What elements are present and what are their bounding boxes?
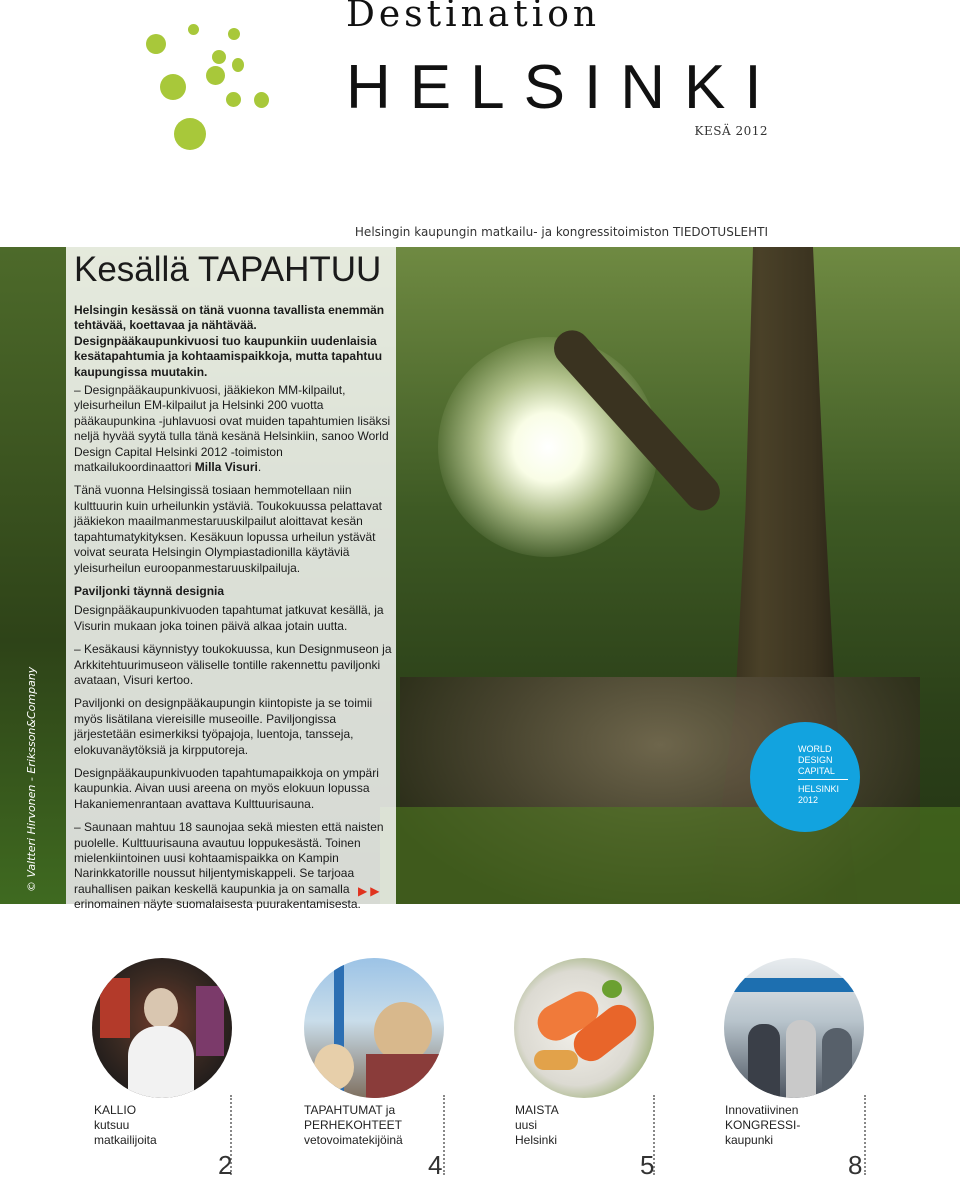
teaser-kongressi[interactable]: Innovatiivinen KONGRESSI- kaupunki bbox=[725, 1103, 801, 1147]
page-number: 4 bbox=[428, 1150, 443, 1180]
masthead-title-line2: HELSINKI bbox=[346, 53, 781, 122]
teaser-tapahtumat[interactable]: TAPAHTUMAT ja PERHEKOHTEET vetovoimatekijöinä bbox=[304, 1103, 403, 1147]
world-design-capital-badge: WORLD DESIGN CAPITAL HELSINKI 2012 bbox=[750, 722, 860, 832]
divider bbox=[864, 1095, 866, 1175]
divider bbox=[443, 1095, 445, 1175]
quoted-person-name: Milla Visuri bbox=[194, 460, 258, 475]
amusement-park-photo-icon[interactable] bbox=[304, 958, 444, 1098]
masthead-title-line1: Destination bbox=[346, 0, 601, 35]
article-paragraph: – Kesäkausi käynnistyy toukokuussa, kun Designmuseon ja Arkkitehtuurimuseon väliselle tontille rakennettu paviljonki avataan, Visuri kertoo. bbox=[74, 642, 392, 687]
article-paragraph: – Saunaan mahtuu 18 saunojaa sekä miesten että naisten puolelle. Kulttuurisauna avautuu loppukesästä. Toinen mielenkiintoinen uusi kohtaamispaikka on Kampin Narinkkatorille noussut hiljentymiskappeli. Se tarjoaa rauhallisen paikan keskellä kaupunkia ja on samalla erinomainen näyte suomalaisesta puurakentamisesta. bbox=[74, 820, 384, 912]
market-shop-photo-icon[interactable] bbox=[92, 958, 232, 1098]
article-body bbox=[74, 303, 392, 921]
page-number: 2 bbox=[218, 1150, 233, 1180]
article-paragraph: Tänä vuonna Helsingissä tosiaan hemmotellaan niin kulttuurin kuin urheilunkin ystäviä. Toukokuussa pelattavat jääkiekon maailmanmestaruuskilpailut aloittavat kesän tapahtumatykityksen. Kesäkuun lopussa urheilun ystävät voivat seurata Helsingin Olympiastadionilla käytäviä yleisurheilun euroopanmestaruuskilpailuja. bbox=[74, 483, 382, 575]
logo-dots-icon bbox=[140, 20, 280, 160]
article-paragraph: Designpääkaupunkivuoden tapahtumapaikkoja on ympäri kaupunkia. Aivan uusi areena on myös elokuun lopussa Hakaniemenrantaan avattava Kulttuurisauna. bbox=[74, 765, 379, 811]
issue-date: KESÄ 2012 bbox=[694, 124, 768, 138]
teaser-kallio[interactable]: KALLIO kutsuu matkailijoita bbox=[94, 1103, 157, 1147]
article-paragraph: Paviljonki on designpääkaupungin kiintopiste ja se toimii myös lisätilana viereisille museoille. Paviljongissa järjestetään esimerkiksi työpajoja, luentoja, tansseja, elokuvanäytöksiä ja kirpputoreja. bbox=[74, 696, 373, 757]
article-lead: Helsingin kesässä on tänä vuonna tavallista enemmän tehtävää, koettavaa ja nähtävää. Designpääkaupunkivuosi tuo kaupunkiin uudenlaisia kesätapahtumia ja kohtaamispaikkoja, mutta tapahtuu kaupungissa muutakin. bbox=[74, 303, 385, 379]
page-number: 8 bbox=[848, 1150, 863, 1180]
salmon-dish-photo-icon[interactable] bbox=[514, 958, 654, 1098]
teaser-maista[interactable]: MAISTA uusi Helsinki bbox=[515, 1103, 559, 1147]
continue-arrows-icon[interactable]: ▶▶ bbox=[358, 884, 383, 898]
article-headline: Kesällä TAPAHTUU bbox=[74, 250, 382, 289]
article-paragraph: – Designpääkaupunkivuosi, jääkiekon MM-kilpailut, yleisurheilun EM-kilpailut ja Helsinki 200 vuotta pääkaupunkina -juhlavuosi ovat muiden tapahtumien lisäksi neljä hyvää syytä tulla tänä kesänä Helsinkiin, sanoo World Design Capital Helsinki 2012 -toimiston matkailukoordinaattori Milla Visuri. bbox=[74, 383, 391, 475]
congress-fair-photo-icon[interactable] bbox=[724, 958, 864, 1098]
publication-tagline: Helsingin kaupungin matkailu- ja kongressitoimiston TIEDOTUSLEHTI bbox=[354, 225, 768, 239]
page-number: 5 bbox=[640, 1150, 655, 1180]
photo-credit: © Valtteri Hirvonen - Eriksson&Company bbox=[25, 666, 38, 892]
article-paragraph: Designpääkaupunkivuoden tapahtumat jatkuvat kesällä, ja Visurin mukaan joka toinen päivä alkaa jotain uutta. bbox=[74, 603, 384, 633]
article-subheading: Paviljonki täynnä designia bbox=[74, 583, 225, 598]
